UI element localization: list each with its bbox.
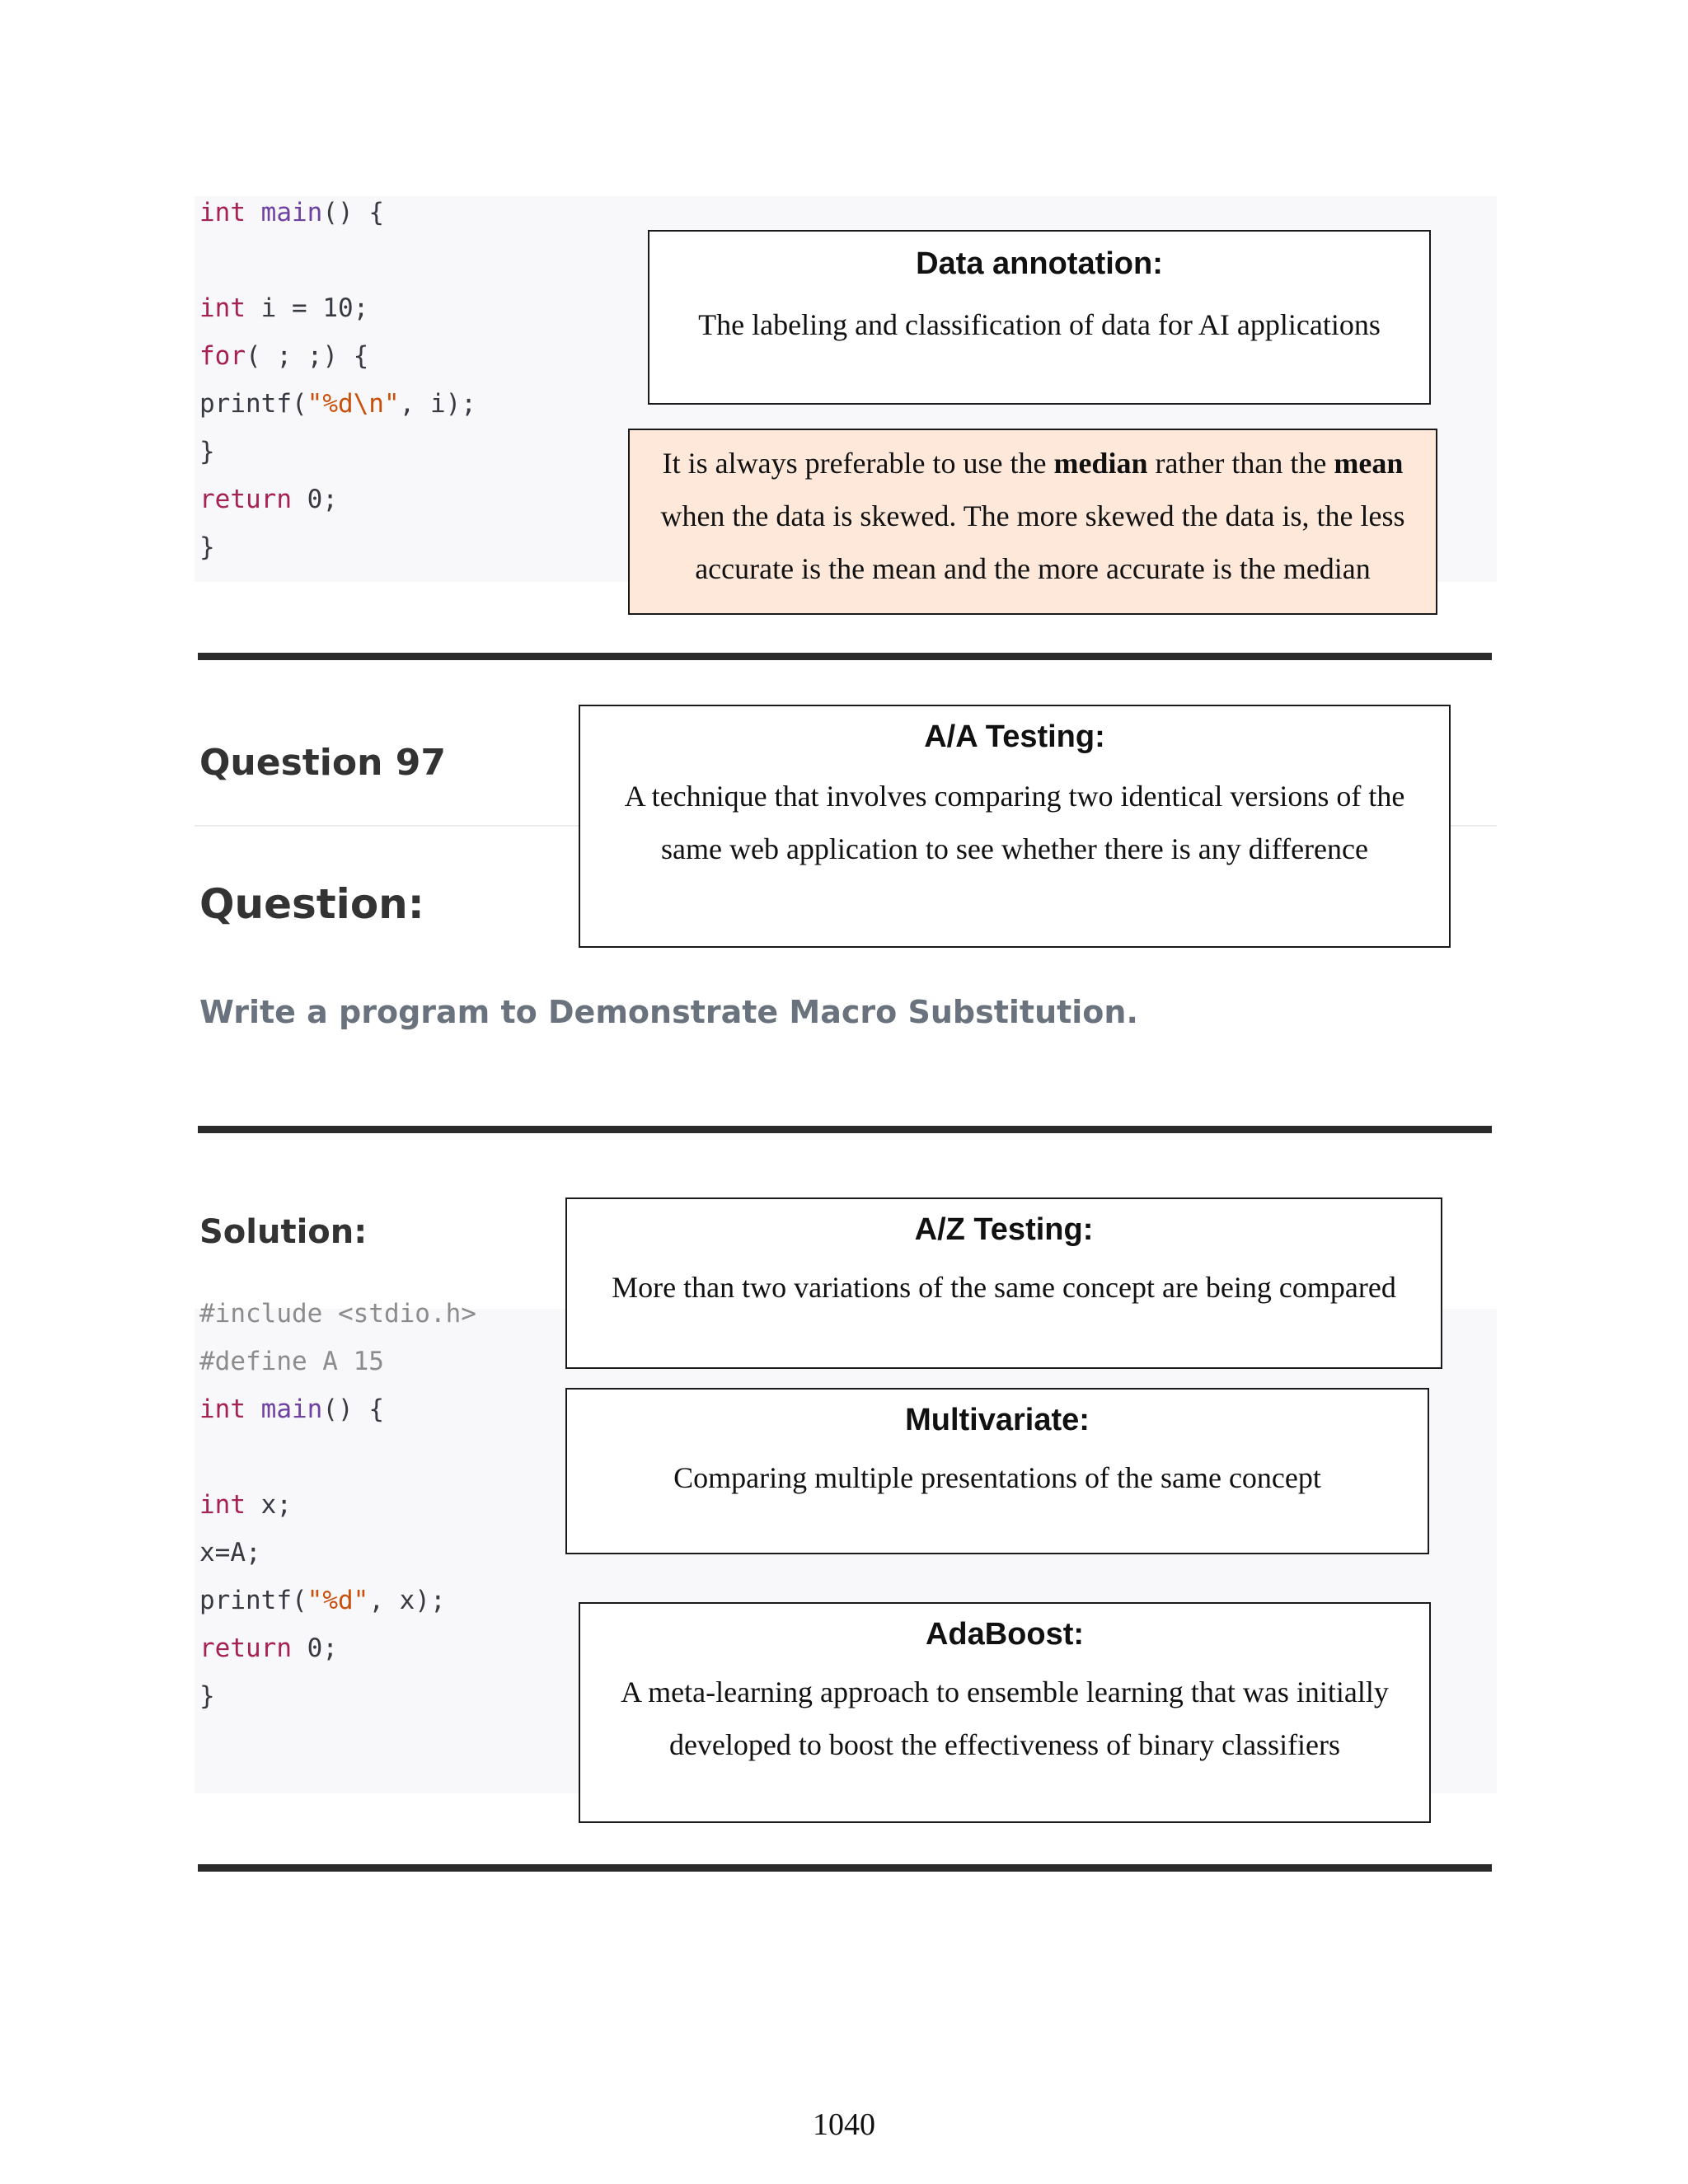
- definition-body: A meta-learning approach to ensemble learning that was initially developed to boost the effectiveness of binary classifiers: [621, 1675, 1389, 1761]
- definition-box-multivariate: [565, 1388, 1429, 1554]
- definition-body: A technique that involves comparing two identical versions of the same web application to see whether there is any difference: [624, 780, 1405, 865]
- code-line: [199, 387, 476, 420]
- note-text-1: It is always preferable to use the: [662, 447, 1054, 480]
- definition-box-adaboost: [579, 1602, 1431, 1823]
- code-token: , i);: [399, 389, 476, 419]
- code-line: [199, 1632, 338, 1665]
- code-token: int: [199, 293, 246, 323]
- solution-label: Solution:: [199, 1213, 368, 1251]
- definition-title: Data annotation:: [916, 246, 1163, 281]
- code-token: main: [260, 1394, 323, 1424]
- definition-box-data-annotation: [648, 230, 1431, 405]
- section-divider: [198, 653, 1492, 660]
- code-line: [199, 292, 368, 325]
- code-token: }: [199, 437, 215, 466]
- code-line: [199, 531, 215, 564]
- question-text: Write a program to Demonstrate Macro Substitution.: [199, 994, 1138, 1030]
- question-label: Question:: [199, 880, 424, 928]
- definition-box-aa-testing: [579, 705, 1451, 948]
- code-token: 0;: [291, 485, 338, 514]
- code-token: x=A;: [199, 1538, 261, 1568]
- section-divider: [198, 1864, 1492, 1872]
- definition-body: The labeling and classification of data for AI applications: [698, 308, 1381, 341]
- code-line: [199, 340, 368, 373]
- code-token: 0;: [291, 1633, 338, 1663]
- definition-title: Multivariate:: [905, 1403, 1090, 1437]
- code-token: }: [199, 532, 215, 562]
- code-line: [199, 1680, 215, 1713]
- code-token: i = 10;: [246, 293, 369, 323]
- note-text-2: rather than the: [1147, 447, 1334, 480]
- code-line: [199, 196, 384, 229]
- note-text-3: when the data is skewed. The more skewed the data is, the less accurate is the mean and the more accurate is the median: [660, 499, 1405, 585]
- code-token: () {: [322, 1394, 384, 1424]
- code-token: printf(: [199, 389, 307, 419]
- code-line: [199, 1488, 292, 1521]
- definition-body: More than two variations of the same concept are being compared: [612, 1271, 1396, 1304]
- code-token: int: [199, 1490, 246, 1520]
- note-median-vs-mean: [628, 429, 1437, 615]
- code-line: [199, 435, 215, 468]
- definition-title: AdaBoost:: [925, 1617, 1085, 1652]
- code-token: main: [260, 198, 323, 227]
- code-token: return: [199, 1633, 292, 1663]
- code-line: [199, 1584, 446, 1617]
- definition-body: Comparing multiple presentations of the same concept: [673, 1461, 1321, 1494]
- code-token: [246, 1394, 261, 1424]
- code-token: }: [199, 1681, 215, 1711]
- code-line: [199, 1297, 476, 1330]
- code-token: #define A 15: [199, 1347, 384, 1376]
- code-line: [199, 1536, 261, 1569]
- code-token: int: [199, 1394, 246, 1424]
- code-token: printf(: [199, 1586, 307, 1615]
- note-bold-median: median: [1053, 447, 1148, 480]
- code-line: [199, 483, 338, 516]
- code-token: #include <stdio.h>: [199, 1299, 476, 1329]
- code-token: "%d": [307, 1586, 369, 1615]
- code-token: return: [199, 485, 292, 514]
- code-token: [246, 198, 261, 227]
- note-bold-mean: mean: [1334, 447, 1404, 480]
- code-token: ( ; ;) {: [246, 341, 369, 371]
- code-token: , x);: [368, 1586, 446, 1615]
- code-token: "%d\n": [307, 389, 400, 419]
- definition-title: A/Z Testing:: [914, 1212, 1094, 1247]
- code-line: [199, 1393, 384, 1426]
- code-line: [199, 1345, 384, 1378]
- question-number: Question 97: [199, 742, 446, 784]
- definition-title: A/A Testing:: [924, 719, 1105, 754]
- code-token: () {: [322, 198, 384, 227]
- code-token: x;: [246, 1490, 292, 1520]
- definition-box-az-testing: [565, 1197, 1442, 1369]
- section-divider: [198, 1126, 1492, 1133]
- code-token: for: [199, 341, 246, 371]
- code-token: int: [199, 198, 246, 227]
- page-number: 1040: [813, 2107, 875, 2142]
